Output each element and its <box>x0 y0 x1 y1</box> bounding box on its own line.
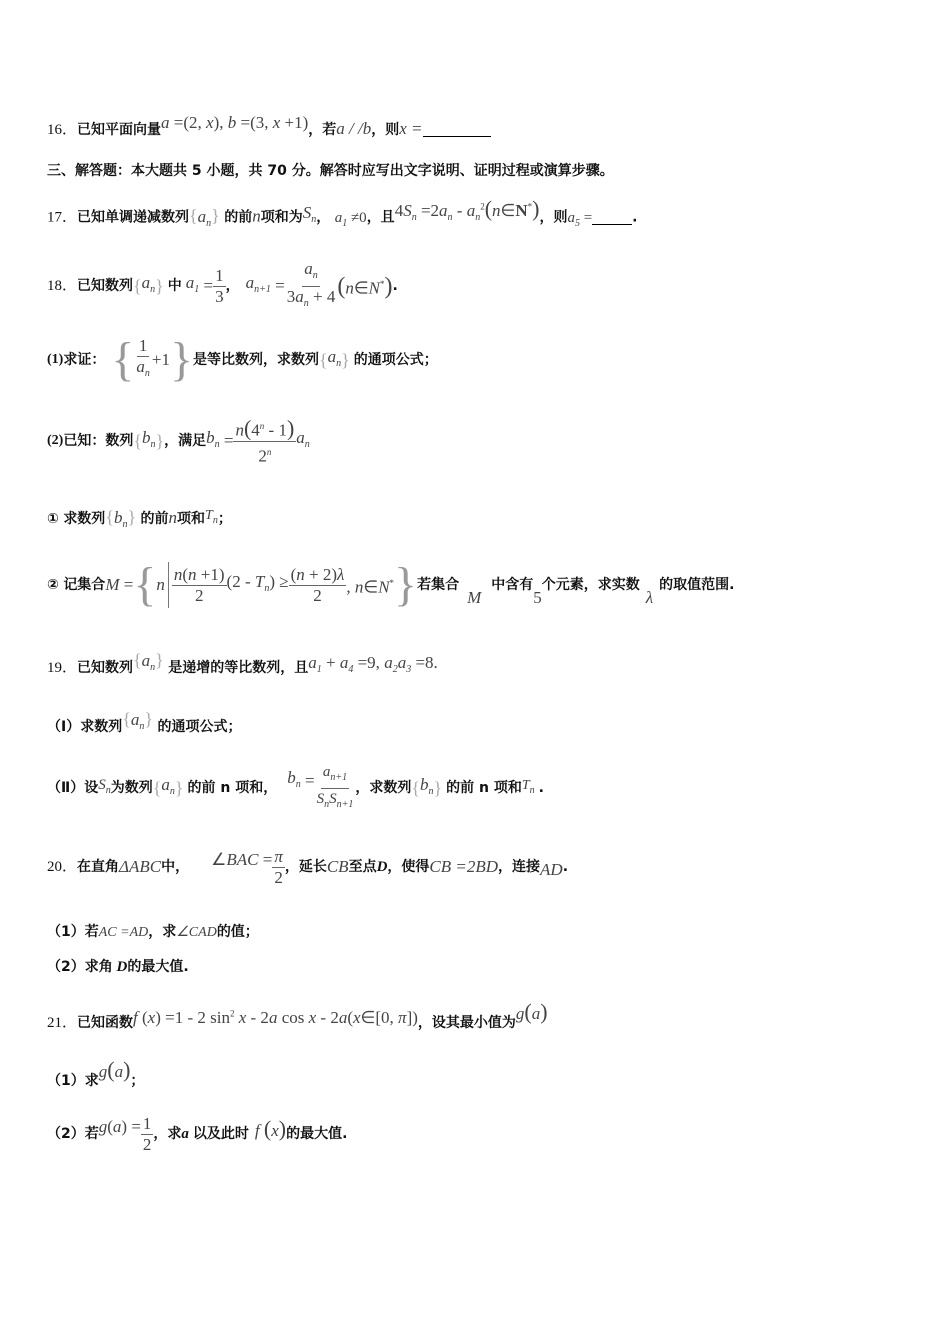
question-20-part-2: （2）求角 D的最大值. <box>47 959 189 975</box>
math-formula: $4S_n =2a_n$ - $a_n^2(n\in N^*)$ <box>394 195 540 223</box>
math-formula: a =(2, x), b =(3, x +1) <box>161 113 309 132</box>
section-heading: 三、解答题：本大题共 5 小题，共 70 分。解答时应写出文字说明、证明过程或演算步骤。 <box>47 163 614 179</box>
question-number: 17． <box>47 209 78 226</box>
question-18: 18． 已知数列 { $a_n$ } 中 $a_1$ = $\frac{1}{3}$ ， $a_{n+1}$ = $\frac{a_n}{3a_n + 4}$ (n∈N*) . <box>47 258 398 309</box>
question-number: 19． <box>47 660 78 676</box>
question-number: 21． <box>47 1015 78 1031</box>
question-19: 19．已知数列$\{a_n\}$ 是递增的等比数列，且$a_1 + a_4 =9$, $a_2a_3 =8$. <box>47 650 438 676</box>
question-17: 17．已知单调递减数列$\{a_n\}$ 的前n项和为$S_n$， $a_1 \ne 0$，且$4S_n =2a_n$ - $a_n^2(n\in N^*)$，则$a_5$ = . <box>47 195 638 229</box>
question-16: 16．已知平面向量a =(2, x), b =(3, x +1)，若a / /b，则x = <box>47 113 491 140</box>
question-18-part-2: (2) 已知：数列 { $b_n$ } ，满足 $b_n$ = $\frac{n(4^n - 1)}{2^n}$ $a_n$ <box>47 415 310 466</box>
math-cond: a / /b <box>336 119 372 138</box>
question-18-sub-1: ① 求数列$\{b_n\}$ 的前n项和$T_n$； <box>47 507 232 530</box>
question-18-sub-2: ② 记集合 M = { n $\frac{n(n +1)}{2}$ $(2 - T_n)$ ≥ $\frac{(n + 2)\lambda}{2}$ , n∈N* } 若集合 M 中含有 5 个元素，求实数 λ 的取值范围. <box>47 558 735 611</box>
question-21: 21．已知函数f (x) =1 - 2 $\sin^2 x - 2a$ cos x - 2a(x∈[0, π])，设其最小值为g(a) <box>47 999 548 1031</box>
question-21-part-1: （1）求g(a)； <box>47 1057 145 1089</box>
question-number: 20． <box>47 859 78 875</box>
answer-blank[interactable] <box>423 122 491 137</box>
question-number: 18． <box>47 278 78 294</box>
math-ask: x = <box>399 119 423 138</box>
question-19-part-1: （Ⅰ）求数列$\{a_n\}$ 的通项公式； <box>47 709 242 735</box>
question-18-part-1: (1) 求证： { $\frac{1}{a_n}$ +1 } 是等比数列，求数列 { $a_n$ } 的通项公式； <box>47 333 438 386</box>
answer-blank[interactable] <box>592 210 632 225</box>
question-20-part-1: （1）若AC =AD，求∠CAD的值； <box>47 924 259 940</box>
question-number: 16． <box>47 122 78 138</box>
question-19-part-2: （Ⅱ） 设 $S_n$ 为数列 { $a_n$ } 的前 n 项和， $b_n$ = $\frac{a_{n+1}}{S_nS_{n+1}}$ ，求数列 { $b_n$ } 的前 n 项和 $T_n$ . <box>47 763 544 810</box>
question-20: 20． 在直角 ΔABC 中， ∠BAC = $\frac{\pi}{2}$ ，延长 CB 至点 D ，使得 CB =2BD ，连接 AD . <box>47 846 569 887</box>
question-21-part-2: （2） 若 g(a) = $\frac{1}{2}$ ，求 a 以及此时 f (x) 的最大值. <box>47 1113 348 1154</box>
